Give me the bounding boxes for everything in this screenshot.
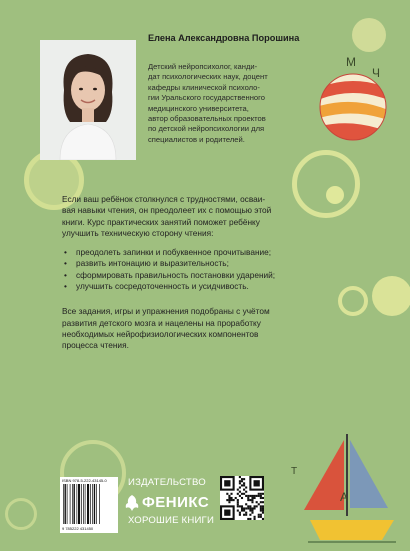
ball-icon	[318, 72, 388, 142]
bio-line: кафедры клинической психоло-	[148, 82, 260, 92]
bio-line: специалистов и родителей.	[148, 134, 245, 144]
text-line: вая навыки чтения, он преодолеет их с помощью этой	[62, 205, 272, 216]
benefit-list	[62, 247, 362, 292]
bio-line: Детский нейропсихолог, канди-	[148, 62, 258, 71]
bio-line: автор образовательных проектов	[148, 114, 266, 124]
text-line: Все задания, игры и упражнения подобраны с учётом	[62, 306, 270, 317]
text-line: Если ваш ребёнок столкнулся с трудностями, осваи-	[62, 194, 266, 204]
bio-line: дат психологических наук, доцент	[148, 72, 268, 82]
list-item: • сформировать правильность постановки ударений;	[62, 270, 362, 281]
decor-ring	[5, 498, 37, 530]
qr-code	[220, 476, 264, 520]
list-item: • преодолеть запинки и побуквенное прочитывание;	[62, 247, 362, 258]
decor-letter: А	[340, 490, 349, 504]
outro-paragraph	[62, 306, 362, 351]
author-photo	[40, 40, 136, 160]
publisher-slogan: ХОРОШИЕ КНИГИ	[128, 515, 215, 526]
decor-letter: Т	[291, 466, 298, 477]
publisher-label: ИЗДАТЕЛЬСТВО	[128, 477, 206, 488]
book-description	[62, 194, 362, 360]
text-line: процесса чтения.	[62, 340, 129, 351]
text-line: улучшить техническую сторону чтения:	[62, 227, 214, 238]
isbn-barcode	[60, 477, 118, 533]
phoenix-logo-icon	[124, 494, 140, 512]
text-line: развития детского мозга и нацелены на проработку	[62, 317, 261, 328]
author-name: Елена Александровна Порошина	[148, 33, 300, 43]
decor-letter: М	[346, 55, 356, 69]
text-line: необходимых нейрофизиологических компонентов	[62, 328, 259, 339]
bio-line: по детской нейропсихологии для	[148, 124, 265, 134]
author-bio	[148, 62, 320, 145]
isbn-text: ISBN 978-5-222-43145-0	[62, 478, 107, 483]
barcode-digits: 9 785222 431450	[62, 526, 94, 531]
intro-paragraph	[62, 194, 362, 239]
list-item: • развить интонацию и выразительность;	[62, 258, 362, 269]
bio-line: гии Уральского государственного	[148, 93, 265, 103]
decor-circle	[372, 276, 410, 316]
list-item: • улучшить сосредоточенность и усидчивость.	[62, 281, 362, 292]
decor-letter: Ч	[372, 66, 380, 80]
publisher-name: ФЕНИКС	[142, 494, 210, 511]
qr-code-icon	[220, 476, 264, 520]
decor-circle	[352, 18, 386, 52]
text-line: книги. Курс практических занятий поможет ребёнку	[62, 216, 260, 227]
bio-line: медицинского университета,	[148, 103, 249, 113]
barcode-bars	[62, 484, 116, 524]
sailboat-icon	[300, 430, 400, 546]
